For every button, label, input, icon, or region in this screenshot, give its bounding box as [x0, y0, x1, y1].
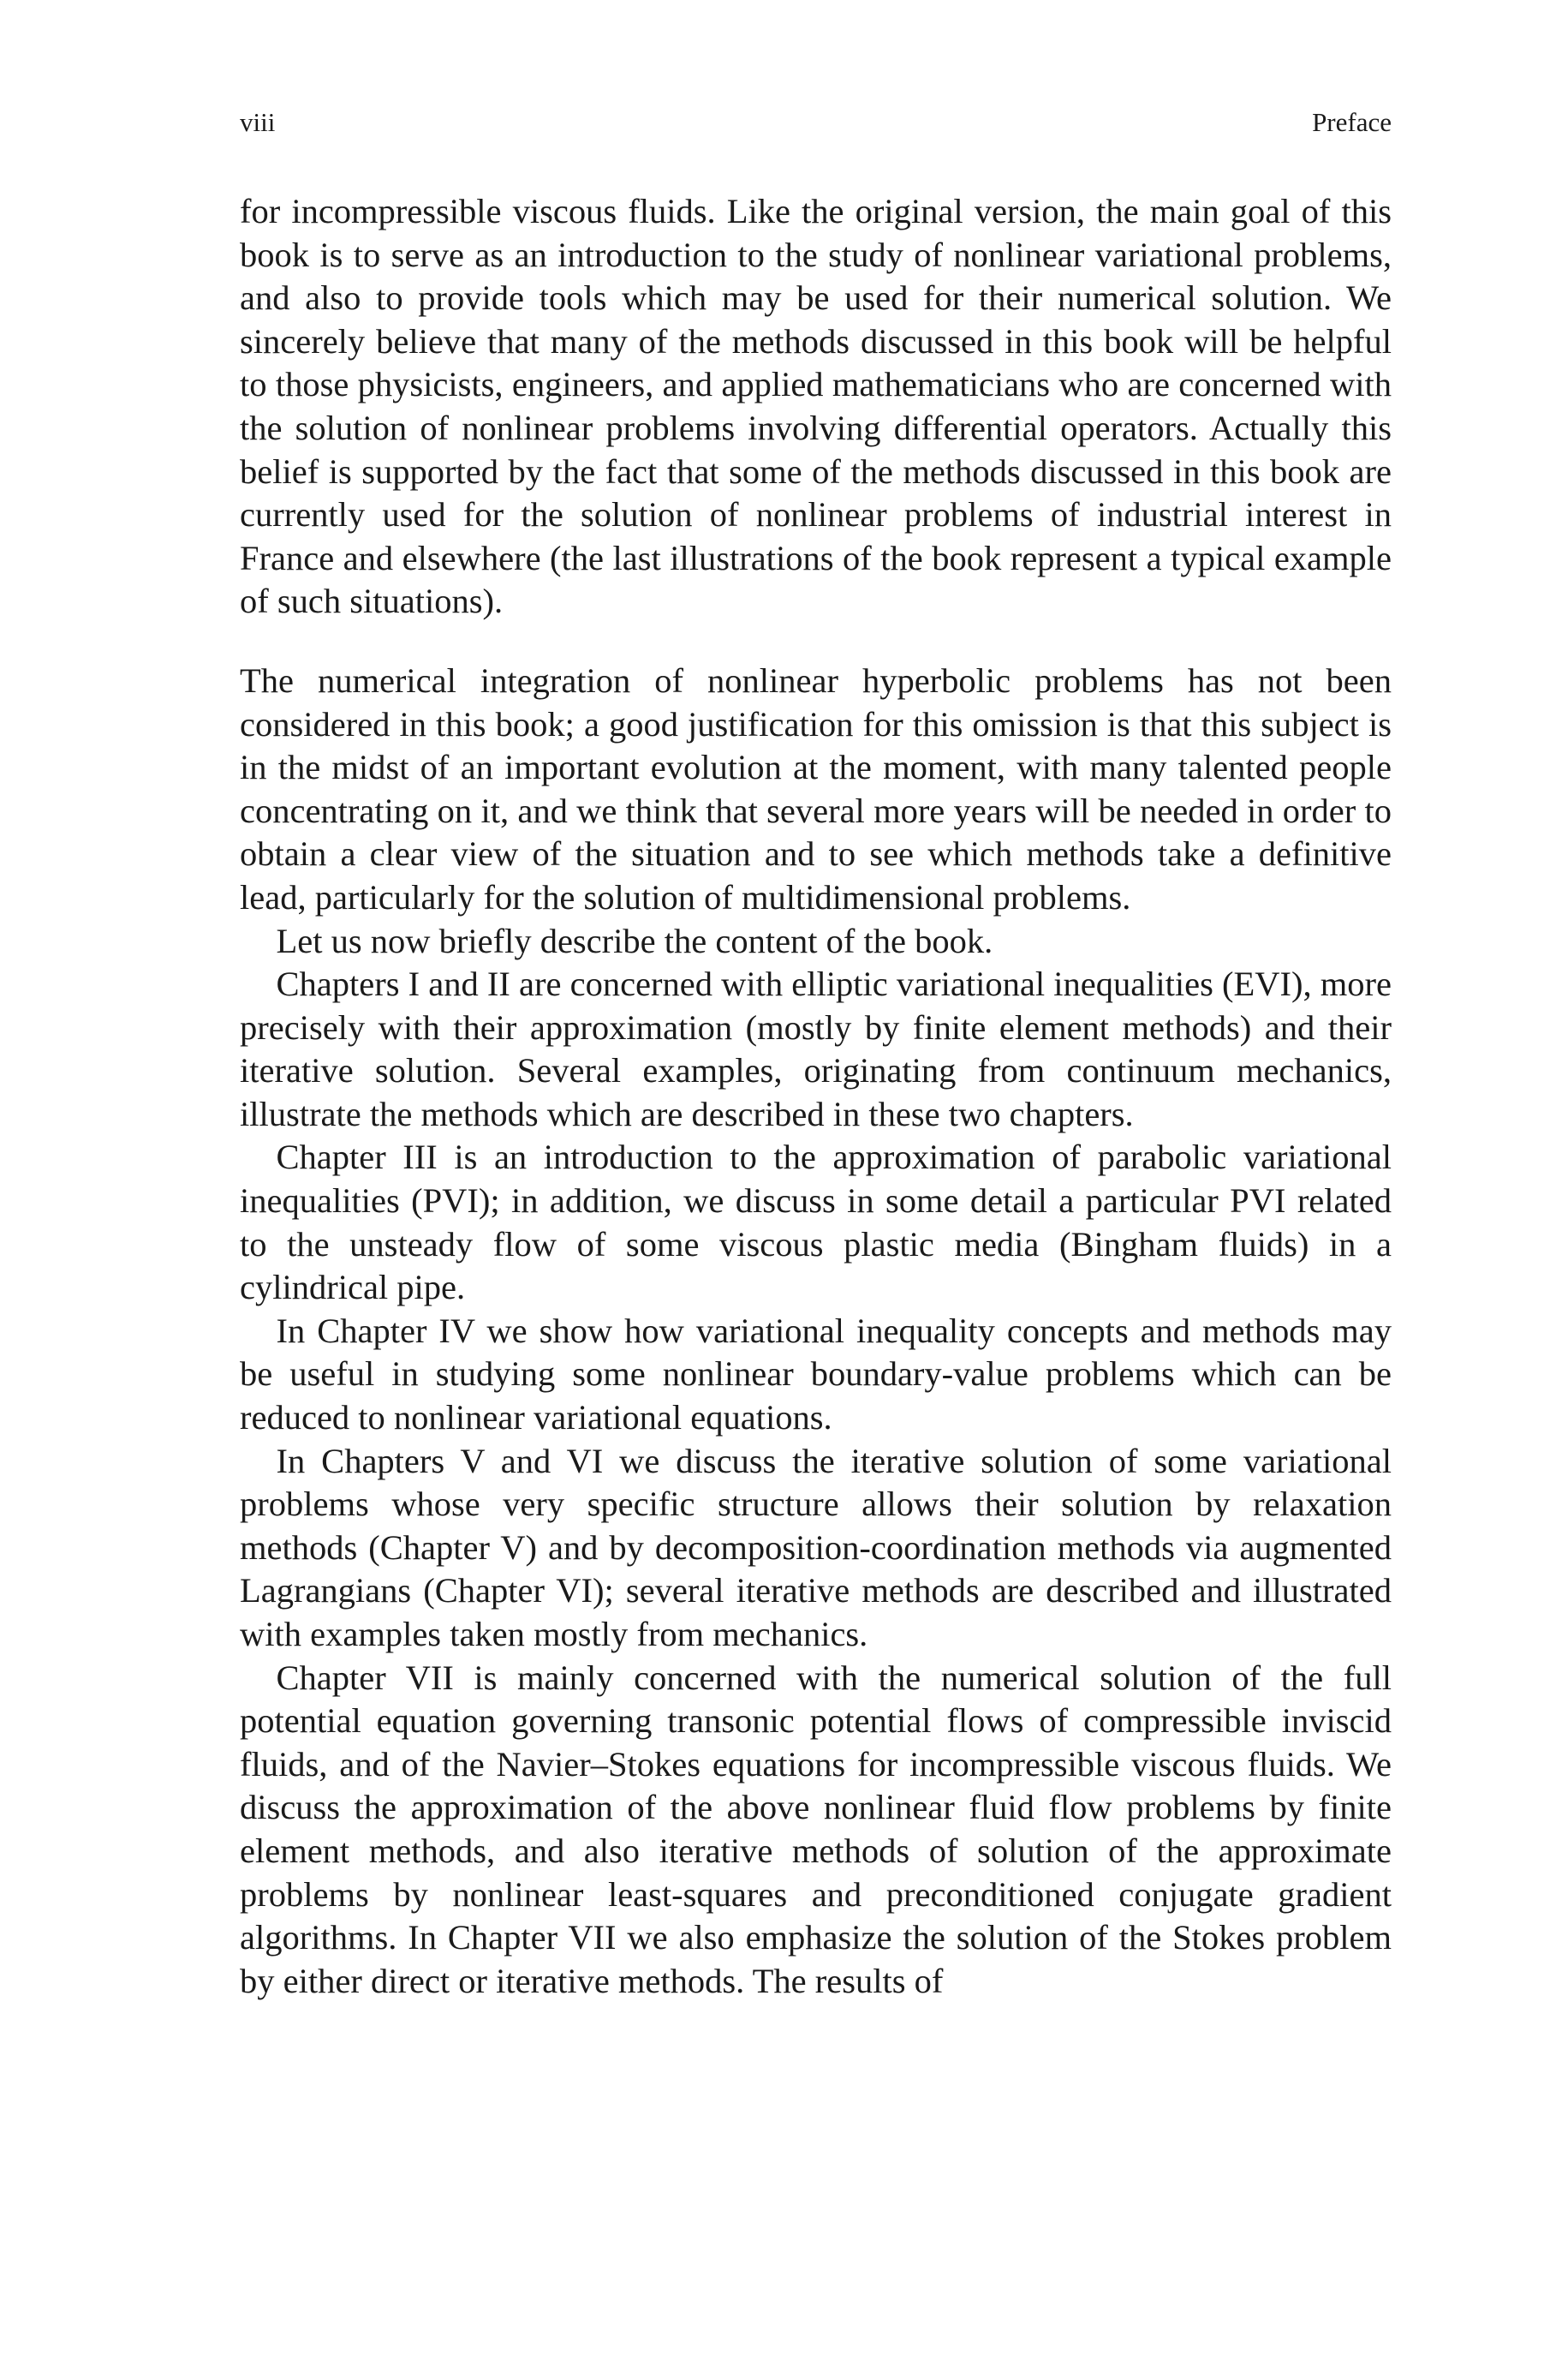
body-text — [240, 190, 1392, 2003]
paragraph-continued: for incompressible viscous fluids. Like the original version, the main goal of this book is to serve as an introduction to the study of nonlinear variational problems, and also to provide tools which may be used for their numerical solution. We sincerely believe that many of the methods discussed in this book will be helpful to those physicists, engineers, and applied mathematicians who are concerned with the solution of nonlinear problems involving differential operators. Actually this belief is supported by the fact that some of the methods discussed in this book are currently used for the solution of nonlinear problems of industrial interest in France and elsewhere (the last illustrations of the book represent a typical example of such situations). — [240, 192, 1392, 621]
paragraph-chapter-3: Chapter III is an introduction to the approximation of parabolic variational inequalities (PVI); in addition, we discuss in some detail a particular PVI related to the unsteady flow of some viscous plastic media (Bingham fluids) in a cylindrical pipe. — [240, 1138, 1392, 1307]
continued-passage — [240, 190, 1392, 624]
paragraph-chapter-7: Chapter VII is mainly concerned with the numerical solution of the full potential equation governing transonic potential flows of compressible inviscid fluids, and of the Navier–Stokes equations for incompressible viscous fluids. We discuss the approximation of the above nonlinear fluid flow problems by finite element methods, and also iterative methods of solution of the approximate problems by nonlinear least-squares and preconditioned conjugate gradient algorithms. In Chapter VII we also emphasize the solution of the Stokes problem by either direct or iterative methods. The results of — [240, 1658, 1392, 2000]
running-head — [240, 101, 1392, 144]
paragraph-chapters-1-2: Chapters I and II are concerned with elliptic variational inequalities (EVI), more precisely with their approximation (mostly by finite element methods) and their iterative solution. Several examples, originating from continuum mechanics, illustrate the methods which are described in these two chapters. — [240, 965, 1392, 1133]
running-head-title: Preface — [1312, 107, 1392, 137]
paragraph-chapter-4: In Chapter IV we show how variational inequality concepts and methods may be useful in studying some nonlinear boundary-value problems which can be reduced to nonlinear variational equations. — [240, 1311, 1392, 1437]
page-number: viii — [240, 107, 276, 137]
paragraph-hyperbolic: The numerical integration of nonlinear hyperbolic problems has not been considered in this book; a good justification for this omission is that this subject is in the midst of an important evolution at the moment, with many talented people concentrating on it, and we think that several more years will be needed in order to obtain a clear view of the situation and to see which methods take a definitive lead, particularly for the solution of multidimensional problems. — [240, 660, 1392, 917]
paragraph-content-intro: Let us now briefly describe the content of the book. — [276, 921, 993, 960]
paragraph-chapters-5-6: In Chapters V and VI we discuss the iterative solution of some variational problems whose very specific structure allows their solution by relaxation methods (Chapter V) and by decomposition-coordination methods via augmented Lagrangians (Chapter VI); several iterative methods are described and illustrated with examples taken mostly from mechanics. — [240, 1441, 1392, 1653]
